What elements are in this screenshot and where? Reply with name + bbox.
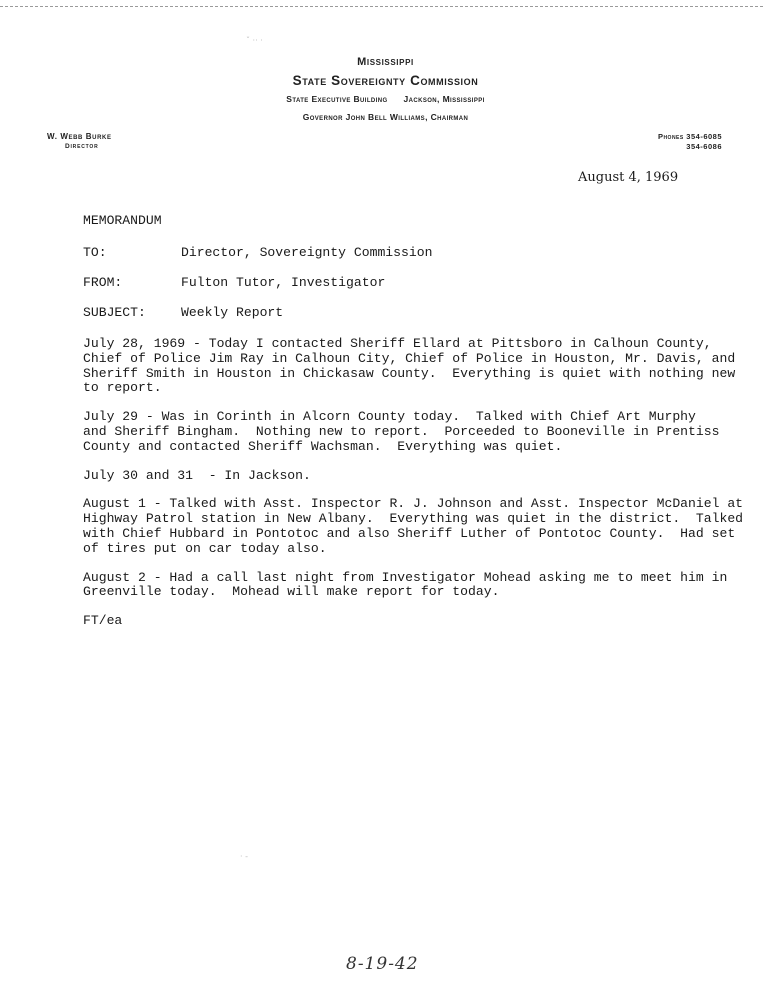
director-block xyxy=(47,132,112,152)
letterhead xyxy=(0,55,763,123)
phone-secondary: 354-6086 xyxy=(686,142,722,151)
paragraph-july-30-31: July 30 and 31 - In Jackson. xyxy=(83,467,311,483)
letterhead-commission: State Sovereignty Commission xyxy=(292,73,479,88)
handwritten-file-number: 8-19-42 xyxy=(346,954,419,974)
paragraph-august-1: August 1 - Talked with Asst. Inspector R. J. Johnson and Asst. Inspector McDaniel at Highway Patrol station in New Albany. Everything was quiet in the district. Talked with Chief Hubbard in Pontotoc and also Sheriff Luther of Pontotoc County. Had set of tires put on car today also. xyxy=(83,496,744,556)
letterhead-city: Jackson, Mississippi xyxy=(403,94,485,104)
scan-speck: ˇ ·· · xyxy=(246,36,263,45)
paragraph-august-2: August 2 - Had a call last night from Investigator Mohead asking me to meet him in Greenville today. Mohead will make report for today. xyxy=(83,569,728,600)
letterhead-governor: Governor John Bell Williams, Chairman xyxy=(302,112,469,122)
subject-row xyxy=(83,305,283,320)
memo-title: MEMORANDUM xyxy=(83,213,162,228)
from-value: Fulton Tutor, Investigator xyxy=(181,275,386,290)
paragraph-july-29: July 29 - Was in Corinth in Alcorn County today. Talked with Chief Art Murphy and Sheriff Bingham. Nothing new to report. Porceeded to Booneville in Prentiss County and contacted Sheriff Wachsman. Everything was quiet. xyxy=(83,409,720,454)
scan-speck: · - xyxy=(240,852,248,861)
top-edge-rule xyxy=(0,6,763,7)
phone-primary: Phones 354-6085 xyxy=(657,132,722,141)
letterhead-state: Mississippi xyxy=(357,56,414,68)
director-title: Director xyxy=(65,143,99,150)
to-value: Director, Sovereignty Commission xyxy=(181,245,433,260)
to-label: TO: xyxy=(83,245,107,260)
memo-date: August 4, 1969 xyxy=(578,170,679,185)
subject-value: Weekly Report xyxy=(181,305,284,320)
phones-block xyxy=(658,132,722,152)
from-label: FROM: xyxy=(83,275,123,290)
letterhead-address xyxy=(8,93,763,105)
subject-label: SUBJECT: xyxy=(83,305,146,320)
letterhead-building: State Executive Building xyxy=(286,94,388,104)
typist-initials: FT/ea xyxy=(83,613,123,629)
from-row xyxy=(83,275,385,290)
memo-body xyxy=(83,336,744,629)
director-name: W. Webb Burke xyxy=(47,132,112,141)
paragraph-july-28: July 28, 1969 - Today I contacted Sheriff Ellard at Pittsboro in Calhoun County, Chief of Police Jim Ray in Calhoun City, Chief of Police in Houston, Mr. Davis, and Sheriff Smith in Houston in Chickasaw County. Everything is quiet with nothing new to report. xyxy=(83,336,736,396)
to-row xyxy=(83,245,432,260)
